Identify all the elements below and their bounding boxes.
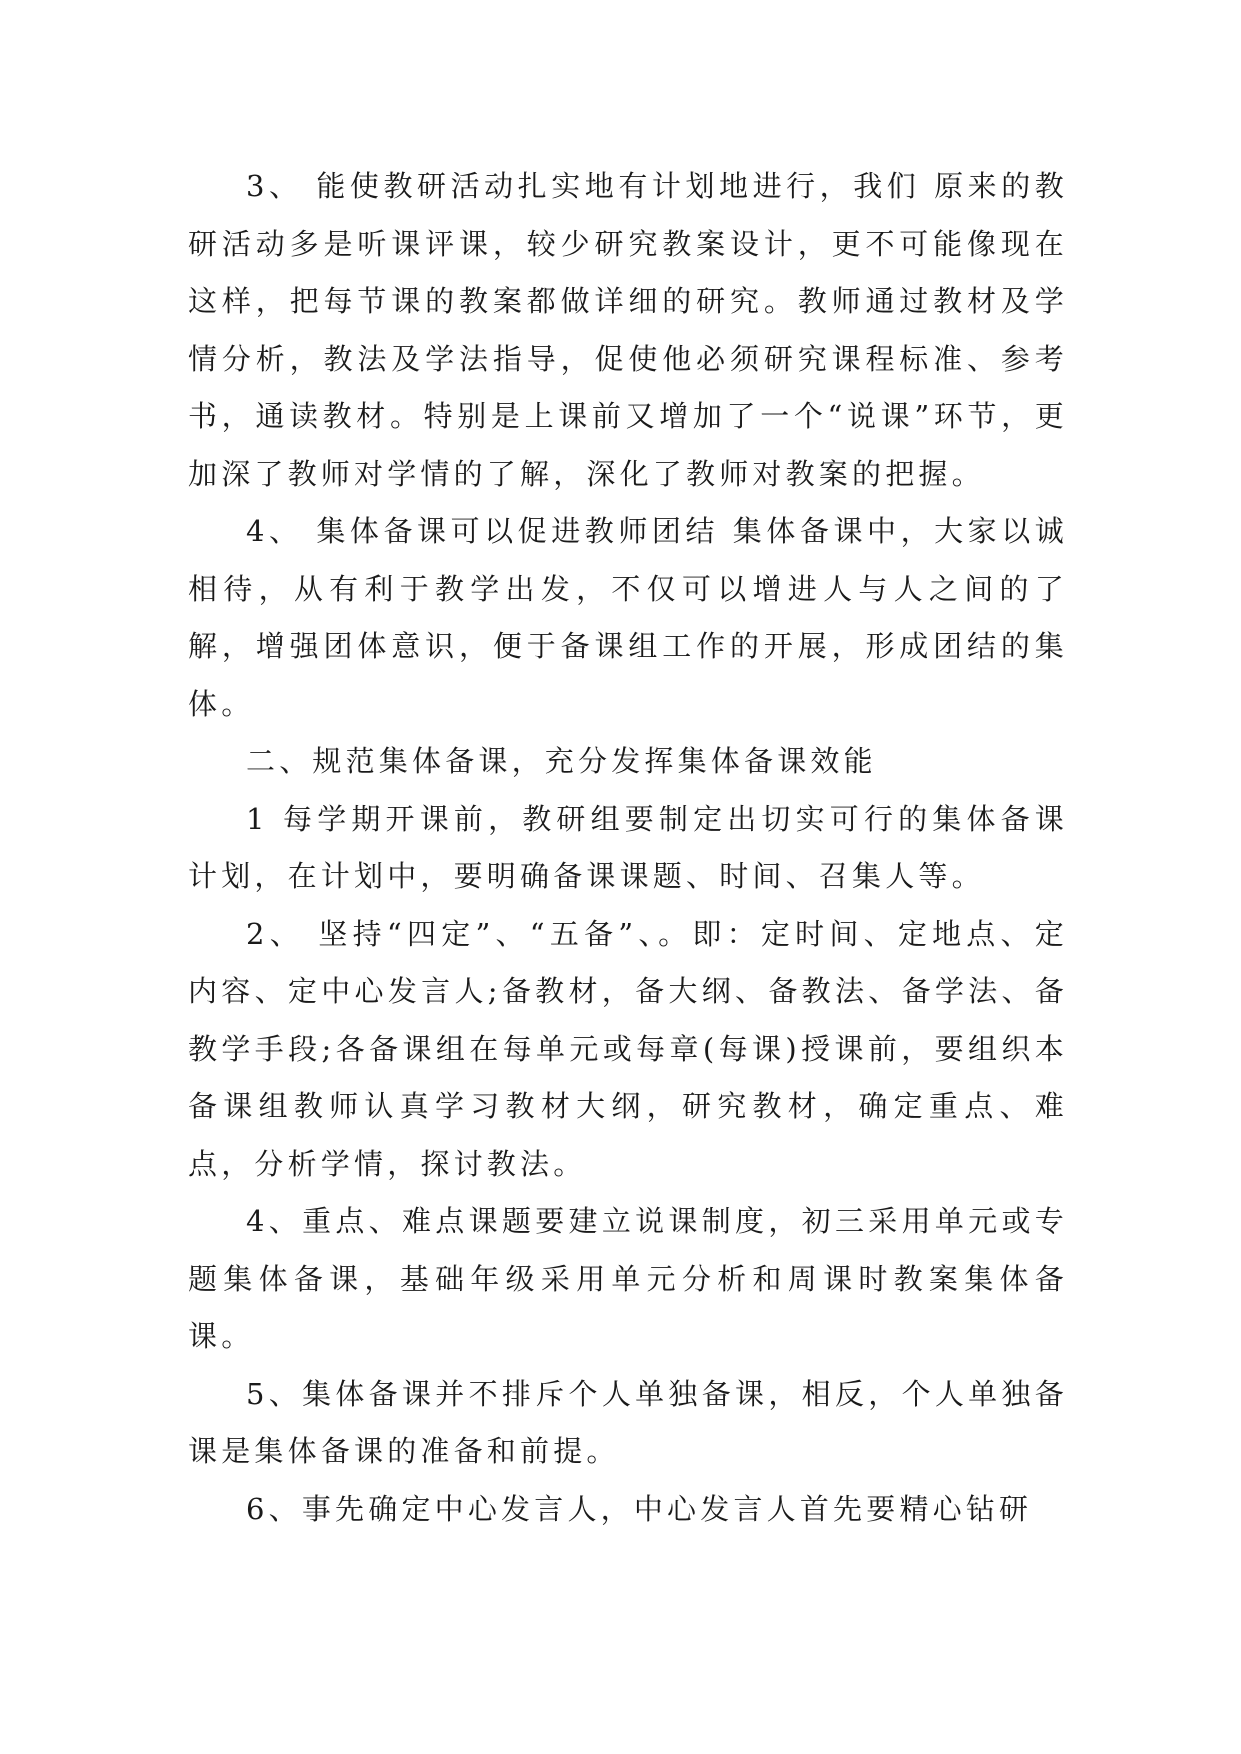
document-body — [188, 158, 1068, 1538]
section-heading-2: 二、规范集体备课，充分发挥集体备课效能 — [246, 744, 877, 778]
paragraph-2-four-five: 2、 坚持“四定”、“五备”、。即：定时间、定地点、定内容、定中心发言人;备教材，备大纲、备教法、备学法、备教学手段;各备课组在每单元或每章(每课)授课前，要组织本备课组教师认真学习教材大纲，研究教材，确定重点、难点，分析学情，探讨教法。 — [188, 916, 1068, 1181]
paragraph-1-plan: 1 每学期开课前，教研组要制定出切实可行的集体备课计划，在计划中，要明确备课课题、时间、召集人等。 — [188, 801, 1068, 893]
paragraph-4-teacher-unity: 4、 集体备课可以促进教师团结 集体备课中，大家以诚相待，从有利于教学出发，不仅可以增进人与人之间的了解，增强团体意识，便于备课组工作的开展，形成团结的集体。 — [188, 514, 1068, 721]
paragraph-4-key-points: 4、重点、难点课题要建立说课制度，初三采用单元或专题集体备课，基础年级采用单元分析和周课时教案集体备课。 — [188, 1204, 1068, 1353]
paragraph-5-individual: 5、集体备课并不排斥个人单独备课，相反，个人单独备课是集体备课的准备和前提。 — [188, 1376, 1068, 1468]
paragraph-6-speaker: 6、事先确定中心发言人，中心发言人首先要精心钻研 — [246, 1491, 1033, 1526]
paragraph-3-teaching-research: 3、 能使教研活动扎实地有计划地进行，我们 原来的教研活动多是听课评课，较少研究教案设计，更不可能像现在这样，把每节课的教案都做详细的研究。教师通过教材及学情分析，教法及学法指导，促使他必须研究课程标准、参考书，通读教材。特别是上课前又增加了一个“说课”环节，更加深了教师对学情的了解，深化了教师对教案的把握。 — [188, 169, 1068, 491]
